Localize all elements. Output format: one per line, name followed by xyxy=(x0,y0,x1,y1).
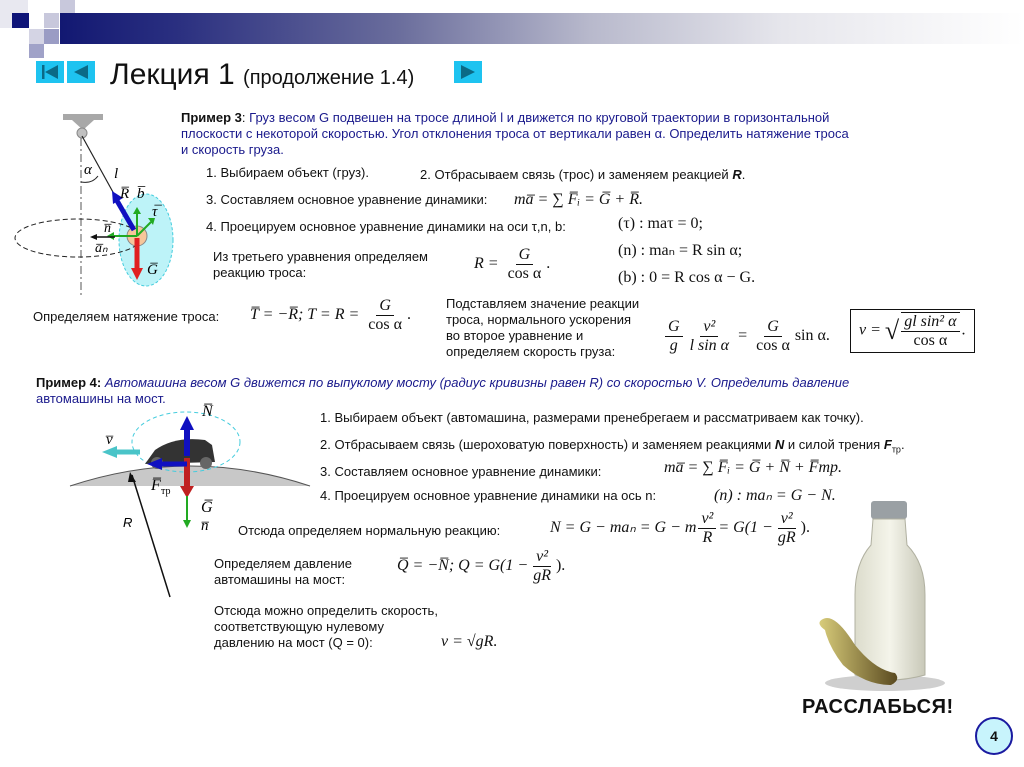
result-lhs: v = xyxy=(859,321,881,339)
speed-eq-sign: = xyxy=(738,327,748,345)
projection-n: (n) : maₙ = R sin α; xyxy=(618,242,743,259)
normal-n2: v² xyxy=(778,510,796,529)
reaction-end: . xyxy=(546,255,551,273)
ex3-reaction-equation xyxy=(474,246,550,283)
ex4-step2-sub: тр xyxy=(891,444,901,455)
ex4-pressure-text xyxy=(214,556,352,588)
ex3-projections xyxy=(618,210,755,291)
svg-text:n̅: n̅ xyxy=(201,518,209,534)
ex4-step1: 1. Выбираем объект (автомашина, размерами пренебрегаем и рассматриваем как точку). xyxy=(320,410,864,425)
speed-n2: v² xyxy=(700,318,718,337)
reaction-lhs: R = xyxy=(474,255,499,273)
pressure-line2: автомашины на мост: xyxy=(214,572,346,587)
svg-text:l: l xyxy=(114,166,119,182)
svg-text:F̅: F̅ xyxy=(151,477,161,494)
ex4-step2-text: 2. Отбрасываем связь (шероховатую поверхность) и заменяем реакциями xyxy=(320,437,772,452)
ex4-step4: 4. Проецируем основное уравнение динамики на ось n: xyxy=(320,488,657,503)
sqrt-icon: √ xyxy=(884,316,900,345)
ex4-pressure-equation xyxy=(397,548,565,585)
svg-text:τ̅: τ̅ xyxy=(152,204,158,220)
subst-line4: определяем скорость груза: xyxy=(446,344,616,359)
result-end: . xyxy=(961,321,966,339)
first-slide-button[interactable] xyxy=(36,61,64,83)
ex4-normal-equation xyxy=(550,510,810,547)
example3-line3: и скорость груза. xyxy=(181,142,284,157)
example4-line1: Автомашина весом G движется по выпуклому мосту (радиус кривизны равен R) со скоростью V. Определить давление xyxy=(104,375,850,390)
ex4-step2-F: F xyxy=(883,437,892,452)
example3-statement: Пример 3: Груз весом G подвешен на тросе длиной l и движется по круговой траектории в горизонтальной плоскости с некоторой скоростью. Угол отклонения троса от вертикали равен α. Определить натяжение троса и скорость груза. xyxy=(181,110,849,157)
normal-p2: = G(1 − xyxy=(718,519,773,537)
ex4-step2-N: N xyxy=(774,437,785,452)
projection-tau: (τ) : maτ = 0; xyxy=(618,215,703,232)
ex4-step3: 3. Составляем основное уравнение динамики: xyxy=(320,464,602,479)
svg-text:v̅: v̅ xyxy=(106,432,113,448)
pressure-line1: Определяем давление xyxy=(214,556,353,571)
svg-text:R: R xyxy=(123,515,133,530)
ex4-step4-equation: (n) : maₙ = G − N. xyxy=(714,487,836,504)
ex3-step4: 4. Проецируем основное уравнение динамики на оси τ,n, b: xyxy=(206,219,566,234)
ex3-step2-bold: R xyxy=(732,167,742,182)
speed-d1: g xyxy=(669,337,678,354)
skip-to-start-icon xyxy=(40,64,60,80)
slide-number-badge: 4 xyxy=(975,717,1013,755)
zero-line1: Отсюда можно определить скорость, xyxy=(214,603,438,618)
subst-line2: троса, нормального ускорения xyxy=(446,312,632,327)
zero-line2: соответствующую нулевому xyxy=(214,619,384,634)
tension-num: G xyxy=(376,297,394,316)
svg-text:тр: тр xyxy=(161,486,171,497)
ex4-zero-text xyxy=(214,603,438,651)
ex3-speed-result xyxy=(850,309,975,353)
reaction-den: cos α xyxy=(507,265,542,282)
ex3-step3: 3. Составляем основное уравнение динамики: xyxy=(206,192,488,207)
ex3-step2: 2. Отбрасываем связь (трос) и заменяем реакцией R. xyxy=(420,167,746,182)
speed-n1: G xyxy=(665,318,683,337)
svg-text:R̅: R̅ xyxy=(120,186,130,202)
ex3-step2-text: 2. Отбрасываем связь (трос) и заменяем реакцией xyxy=(420,167,729,182)
zero-line3: давлению на мост (Q = 0): xyxy=(214,635,373,650)
normal-p1: N = G − maₙ = G − m xyxy=(550,519,697,537)
example3-line1: Груз весом G подвешен на тросе длиной l и движется по круговой траектории в горизонтальной xyxy=(249,110,830,125)
ex4-step2: 2. Отбрасываем связь (шероховатую поверхность) и заменяем реакциями N и силой трения $F_{тр}$. xyxy=(320,437,905,455)
ex3-speed-equation xyxy=(663,318,830,355)
speed-n3: G xyxy=(764,318,782,337)
relax-caption: РАССЛАБЬСЯ! xyxy=(802,696,954,718)
reaction-line2: реакцию троса: xyxy=(213,265,307,280)
page-title xyxy=(110,58,414,92)
svg-text:a̅ₙ: a̅ₙ xyxy=(95,241,108,256)
svg-text:b̅: b̅ xyxy=(137,186,145,202)
svg-text:α: α xyxy=(84,162,92,178)
ex4-zero-equation: v = √gR. xyxy=(441,633,498,650)
tension-end: . xyxy=(407,306,411,324)
reaction-num: G xyxy=(516,246,534,265)
svg-text:G̅: G̅ xyxy=(201,499,213,516)
title-sub: (продолжение 1.4) xyxy=(243,67,415,89)
speed-end: sin α. xyxy=(794,327,830,345)
subst-line3: во второе уравнение и xyxy=(446,328,584,343)
example4-line2: автомашины на мост. xyxy=(36,391,166,406)
triangle-right-icon xyxy=(458,64,478,80)
normal-end: ). xyxy=(800,519,810,537)
pressure-p1: Q̅ = −N̅; Q = G(1 − xyxy=(397,557,529,575)
projection-b: (b) : 0 = R cos α − G. xyxy=(618,269,756,286)
svg-text:n̅: n̅ xyxy=(104,221,111,236)
ex4-step3-equation: ma̅ = ∑ F̅ᵢ = G̅ + N̅ + F̅тр. xyxy=(664,459,843,476)
pressure-den: gR xyxy=(533,567,551,584)
tension-den: cos α xyxy=(368,316,402,333)
ex4-normal-text: Отсюда определяем нормальную реакцию: xyxy=(238,523,501,538)
example4-label: Пример 4: xyxy=(36,375,102,390)
reaction-line1: Из третьего уравнения определяем xyxy=(213,249,428,264)
header-bar xyxy=(60,13,1024,44)
tension-part1: T̅ = −R̅; T = R = xyxy=(250,306,360,324)
previous-slide-button[interactable] xyxy=(67,61,95,83)
milk-bottle-pickle-image xyxy=(805,495,955,695)
normal-d2: gR xyxy=(777,529,796,546)
normal-d1: R xyxy=(702,529,713,546)
ex3-subst-text xyxy=(446,296,639,360)
pendulum-diagram xyxy=(0,100,190,300)
pressure-end: ). xyxy=(555,557,566,575)
subst-line1: Подставляем значение реакции xyxy=(446,296,640,311)
speed-d2: l sin α xyxy=(689,337,730,354)
ex3-tension-text: Определяем натяжение троса: xyxy=(33,309,220,324)
example3-label: Пример 3 xyxy=(181,110,242,125)
ex3-reaction-text xyxy=(213,249,428,281)
triangle-left-icon xyxy=(71,64,91,80)
ex3-tension-equation xyxy=(250,297,411,334)
pressure-num: v² xyxy=(533,548,551,567)
next-slide-button[interactable] xyxy=(454,61,482,83)
title-main: Лекция 1 xyxy=(110,58,235,91)
result-den: cos α xyxy=(913,332,948,349)
svg-text:N̅: N̅ xyxy=(202,403,213,420)
svg-text:G̅: G̅ xyxy=(147,262,158,278)
speed-d3: cos α xyxy=(756,337,790,354)
example3-line2: плоскости с некоторой скоростью. Угол отклонения троса от вертикали равен α. Определить натяжение троса xyxy=(181,126,849,141)
result-num: gl sin² α xyxy=(901,313,959,332)
ex4-step2-mid: и силой трения xyxy=(787,437,881,452)
ex3-step3-equation: ma̅ = ∑ F̅ᵢ = G̅ + R̅. xyxy=(514,191,643,208)
ex3-step1: 1. Выбираем объект (груз). xyxy=(206,165,369,180)
normal-n1: v² xyxy=(698,510,716,529)
